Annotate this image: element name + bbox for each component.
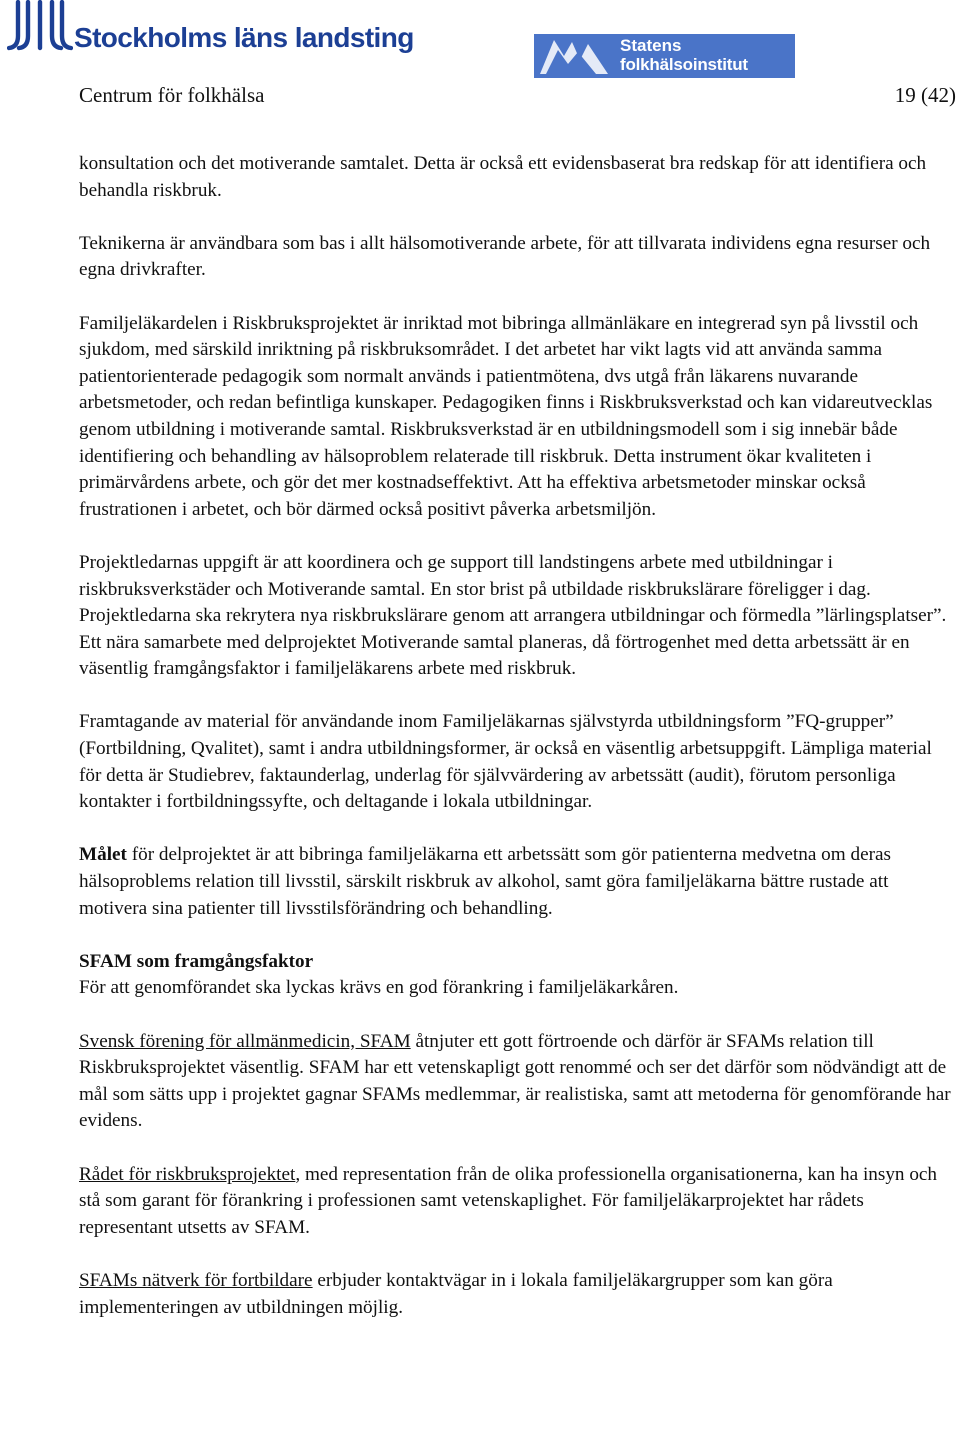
- fhi-logo-line1: Statens: [620, 36, 682, 55]
- page-number: 19 (42): [894, 83, 956, 107]
- goal-label: Målet: [79, 844, 127, 866]
- natverk-text: erbjuder kontaktvägar in i lokala familjeläkargrupper som kan göra implementeringen av utbildningen möjlig.: [79, 1269, 833, 1318]
- paragraph: Framtagande av material för användande inom Familjeläkarnas självstyrda utbildningsform ”FQ-grupper” (Fortbildning, Qvalitet), samt i andra utbildningsformer, är också en väsentlig arbetsuppgift. Lämpliga material för detta är Studiebrev, faktaunderlag, underlag för självvärdering av arbetssätt (audit), förutom personliga kontakter i fortbildningssyfte, och deltagande i lokala utbildningar.: [79, 711, 932, 813]
- fhi-logo-line2: folkhälsoinstitut: [620, 55, 748, 74]
- department-name: Centrum för folkhälsa: [79, 83, 265, 107]
- sll-logo-text: Stockholms läns landsting: [74, 22, 414, 53]
- sll-logo-icon: [7, 0, 73, 52]
- paragraph: Projektledarnas uppgift är att koordinera och ge support till landstingens arbete med utbildningar i riskbruksverkstäder och Motiverande samtal. En stor brist på utbildade riskbrukslärare föreligger i dag. Projektledarna ska rekrytera nya riskbrukslärare genom att arrangera utbildningar och förmedla ”lärlingsplatser”. Ett nära samarbete med delprojektet Motiverande samtal planeras, då förtrogenhet med detta arbetssätt är en väsentlig framgångsfaktor i familjeläkarens arbete med riskbruk.: [79, 551, 947, 680]
- radet-link[interactable]: Rådet för riskbruksprojektet: [79, 1163, 296, 1185]
- fhi-logo: [534, 34, 795, 78]
- sfam-text: åtnjuter ett gott förtroende och därför är SFAMs relation till Riskbruksprojektet väsentlig. SFAM har ett vetenskapligt gott renommé och ser det därför som nödvändigt att de mål som sätts upp i projektet gagnar SFAMs medlemmar, är realistiska, samt att metoderna för genomförande har evidens.: [79, 1030, 951, 1132]
- section-heading: SFAM som framgångsfaktor: [79, 950, 314, 972]
- document-body: [79, 151, 955, 1348]
- natverk-link[interactable]: SFAMs nätverk för fortbildare: [79, 1269, 313, 1291]
- paragraph-sfam: [79, 1029, 955, 1135]
- paragraph: konsultation och det motiverande samtalet. Detta är också ett evidensbaserat bra redskap för att identifiera och behandla riskbruk.: [79, 153, 927, 201]
- goal-text: för delprojektet är att bibringa familjeläkarna ett arbetssätt som gör patienterna medvetna om deras hälsoproblems relation till livsstil, särskilt riskbruk av alkohol, samt göra familjeläkarna bättre rustade att motivera sina patienter till livsstilsförändring och behandling.: [79, 844, 891, 919]
- radet-text: , med representation från de olika professionella organisationerna, kan ha insyn och stå som garant för förankring i professionen samt vetenskaplighet. För familjeläkarprojektet har rådets representant utsetts av SFAM.: [79, 1163, 938, 1238]
- sfam-link[interactable]: Svensk förening för allmänmedicin, SFAM: [79, 1030, 411, 1052]
- section-sfam: [79, 949, 955, 1002]
- page-header: [0, 0, 960, 110]
- paragraph-natverk: [79, 1268, 955, 1321]
- paragraph: Familjeläkardelen i Riskbruksprojektet är inriktad mot bibringa allmänläkare en integrerad syn på livsstil och sjukdom, med särskild inriktning på riskbruksområdet. I det arbetet har vikt lagts vid att använda samma patientorienterade pedagogik som normalt används i patientmötena, dvs utgå från läkarens nuvarande arbetsmetoder, och redan befintliga kunskaper. Pedagogiken finns i Riskbruksverkstad och kan vidareutvecklas genom utbildning i motiverande samtal. Riskbruksverkstad är en utbildningsmodell som i sig innebär både identifiering och behandling av hälsoproblem relaterade till riskbruk. Detta instrument ökar kvaliteten i primärvårdens arbete, och gör det mer kostnadseffektivt. Att ha effektiva arbetsmetoder minskar också frustrationen i arbetet, och bör därmed också positivt påverka arbetsmiljön.: [79, 312, 933, 520]
- paragraph: För att genomförandet ska lyckas krävs en god förankring i familjeläkarkåren.: [79, 977, 679, 999]
- fhi-logo-icon: [534, 34, 614, 78]
- paragraph-goal: [79, 842, 955, 922]
- paragraph: Teknikerna är användbara som bas i allt hälsomotiverande arbete, för att tillvarata individens egna resurser och egna drivkrafter.: [79, 232, 931, 281]
- paragraph-radet: [79, 1162, 955, 1242]
